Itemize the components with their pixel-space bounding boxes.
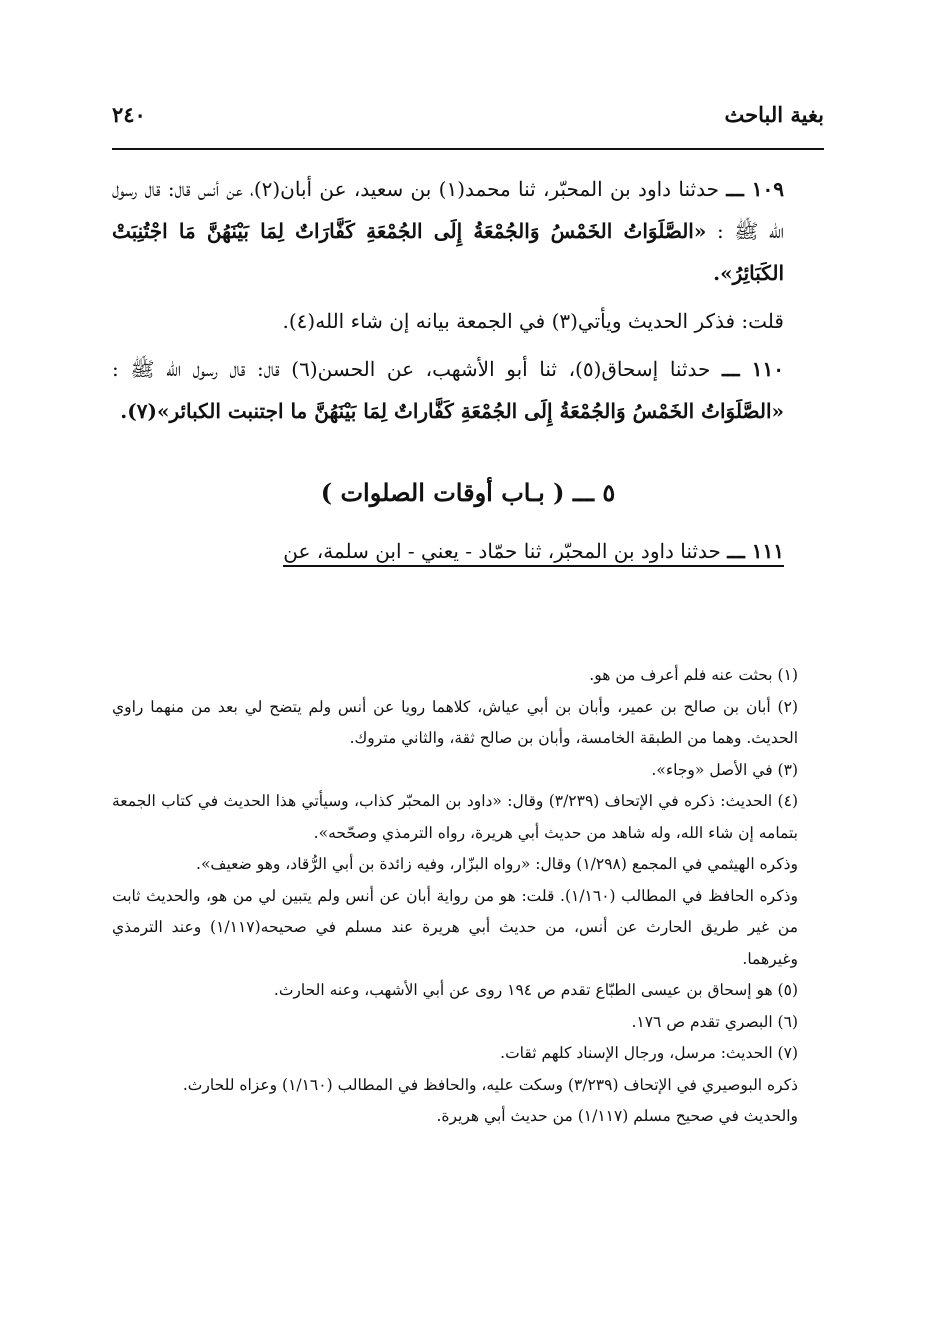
footnote-5: (٥) هو إسحاق بن عيسى الطبّاع تقدم ص ١٩٤ روى عن أبي الأشهب، وعنه الحارث.: [273, 981, 798, 999]
footnote-7: (٧) الحديث: مرسل، ورجال الإسناد كلهم ثقات.: [500, 1044, 798, 1062]
footnote-4: (٤) الحديث: ذكره في الإتحاف (٣/٢٣٩) وقال: «داود بن المحبّر كذاب، وسيأتي هذا الحديث في كتاب الجمعة بتمامه إن شاء الله، وله شاهد من حديث أبي هريرة، رواه الترمذي وصحّحه».: [112, 792, 798, 842]
hadith-chain: حدثنا إسحاق(٥)، ثنا أبو الأشهب، عن الحسن(٦) قال: قال رسول الله ﷺ :: [112, 357, 711, 381]
footnote-1: (١) بحثت عنه فلم أعرف من هو.: [589, 666, 798, 684]
footnote-7-continued: والحديث في صحيح مسلم (١/١١٧) من حديث أبي هريرة.: [436, 1107, 798, 1125]
running-header: [112, 98, 824, 138]
footnotes: [112, 660, 824, 1133]
footnote-2: (٢) أبان بن صالح بن عمير، وأبان بن أبي عياش، كلاهما رويا عن أنس ولم يتضح لي بعد من منهما راوي الحديث. وهما من الطبقة الخامسة، وأبان بن صالح ثقة، والثاني متروك.: [112, 697, 798, 747]
hadith-quote: «الصَّلَوَاتُ الخَمْسُ وَالجُمْعَةُ إِلَى الجُمْعَةِ كَفَّاراتٌ لِمَا بَيْنَهُنَّ ما اجتنبت الكبائر»(٧).: [120, 399, 784, 423]
book-title: بغية الباحث: [724, 102, 824, 127]
hadith-110: [112, 348, 824, 432]
main-text: [112, 168, 824, 578]
hadith-109-note: قلت: فذكر الحديث ويأتي(٣) في الجمعة بيانه إن شاء الله(٤).: [282, 309, 784, 333]
hadith-111-line: [283, 539, 784, 567]
hadith-number: ١١٠ ـــ: [721, 357, 784, 381]
footnote-4-continued: وذكره الحافظ في المطالب (١/١٦٠). قلت: هو من رواية أبان عن أنس ولم يتبين لي من هو، والحديث ثابت من غير طريق الحارث عن أنس، من حديث أبي هريرة عند مسلم في صحيحه(١/١١٧) وعند الترمذي وغيرهما.: [112, 886, 799, 968]
chapter-heading: ٥ ـــ ( بـاب أوقات الصلوات ): [320, 478, 616, 507]
header-rule: [112, 148, 824, 150]
footnote-4-continued: وذكره الهيثمي في المجمع (١/٢٩٨) وقال: «رواه البزّار، وفيه زائدة بن أبي الرُّقاد، وهو ضعيف».: [196, 855, 798, 873]
page-number: ٢٤٠: [112, 102, 146, 127]
hadith-number: ١١١ ـــ: [727, 539, 784, 563]
hadith-chain: حدثنا داود بن المحبّر، ثنا محمد(١) بن سعيد، عن أبان(٢)، عن أنس قال: قال رسول الله ﷺ :: [112, 177, 784, 243]
footnote-6: (٦) البصري تقدم ص ١٧٦.: [631, 1012, 798, 1031]
footnote-7-continued: ذكره البوصيري في الإتحاف (٣/٢٣٩) وسكت عليه، والحافظ في المطالب (١/١٦٠) وعزاه للحارث.: [182, 1075, 798, 1094]
hadith-quote: «الصَّلَوَاتُ الخَمْسُ وَالجُمْعَةُ إِلَى الجُمْعَةِ كَفَّارَاتٌ لِمَا بَيْنَهُنَّ مَا اجْتُنِبَتْ الكَبَائِرُ».: [112, 219, 784, 285]
hadith-109: [112, 168, 824, 294]
hadith-number: ١٠٩ ـــ: [726, 177, 784, 201]
hadith-111: [112, 530, 824, 572]
footnote-3: (٣) في الأصل «وجاء».: [651, 760, 798, 779]
hadith-chain: حدثنا داود بن المحبّر، ثنا حمّاد - يعني - ابن سلمة، عن: [283, 539, 721, 563]
